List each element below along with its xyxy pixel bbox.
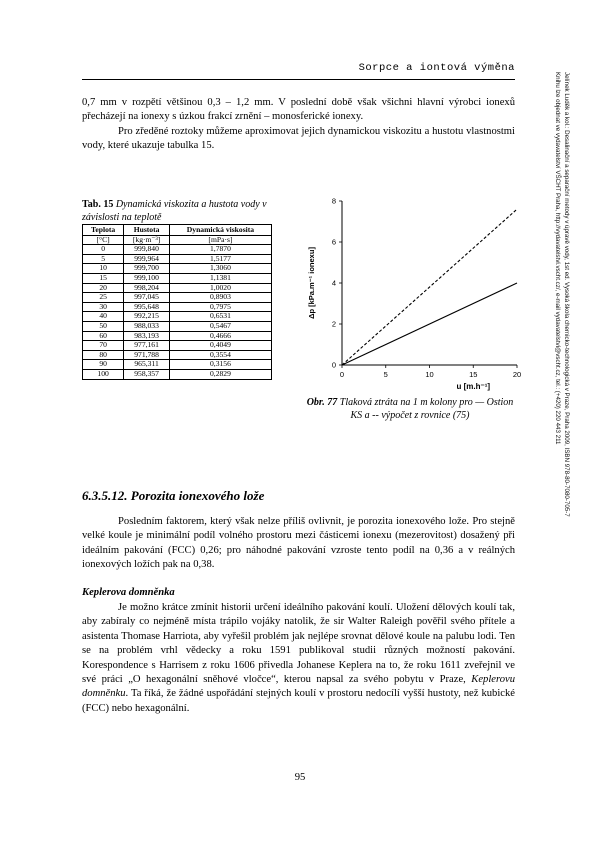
chart-axes xyxy=(332,197,521,380)
table-cell: 0,4666 xyxy=(169,331,271,341)
table-body xyxy=(83,245,272,379)
table-cell: 1,5177 xyxy=(169,254,271,264)
table-header-cell: Teplota xyxy=(83,225,124,236)
table-cell: 40 xyxy=(83,312,124,322)
table-row xyxy=(83,264,272,274)
table-cell: 1,1381 xyxy=(169,273,271,283)
section-title: 6.3.5.12. Porozita ionexového lože xyxy=(82,488,265,503)
table-unit-cell: [°C] xyxy=(83,235,124,245)
sidebar-citation xyxy=(553,72,571,792)
table-cell: 20 xyxy=(83,283,124,293)
chart-y-tick-label: 2 xyxy=(331,319,336,329)
table-cell: 965,311 xyxy=(124,360,170,370)
intro-paragraph-1: 0,7 mm v rozpětí většinou 0,3 – 1,2 mm. V poslední době však všichni hlavní výrobci ionexů přecházejí na ionexy s úzkou frakcí zrnění – monosferické ionexy. xyxy=(82,97,515,123)
chart-y-tick-label: 8 xyxy=(331,196,336,206)
sidebar-line-1: Jelínek Luděk a kol.: Desalinační a separační metody v úpravě vody, 1st ed. Vysoká škola chemicko-technologická v Praze, Praha 2009, ISBN 978-80-7080-705-7 xyxy=(563,72,570,517)
table-row xyxy=(83,341,272,351)
table-cell: 958,357 xyxy=(124,369,170,379)
sidebar-line-2: Knihu lze objednat ve vydavatelství VŠCHT Praha, http://vydavatelstvi.vscht.cz/, e-mail vydavatelstvi@vscht.cz, tel.: (+420) 220 443 211 xyxy=(554,72,561,445)
table-cell: 999,700 xyxy=(124,264,170,274)
table-cell: 999,100 xyxy=(124,273,170,283)
table-cell: 0,5467 xyxy=(169,321,271,331)
figure-caption-label: Obr. 77 xyxy=(306,397,338,408)
table-header-cell: Hustota xyxy=(124,225,170,236)
table-cell: 999,964 xyxy=(124,254,170,264)
table-row xyxy=(83,350,272,360)
chart-x-tick-label: 5 xyxy=(383,370,388,379)
table-row xyxy=(83,369,272,379)
table-cell: 80 xyxy=(83,350,124,360)
intro-paragraph-2: Pro zředěné roztoky můžeme aproximovat jejich dynamickou viskozitu a hustotu vlastnostmi vody, které ukazuje tabulka 15. xyxy=(82,126,515,152)
table-row xyxy=(83,312,272,322)
kepler-text-italic: Keplerovu domněnku xyxy=(82,674,515,700)
pressure-drop-chart xyxy=(300,195,530,391)
running-header: Sorpce a iontová výměna xyxy=(358,62,515,74)
figure-caption xyxy=(300,396,520,422)
table-cell: 0,4049 xyxy=(169,341,271,351)
table-row xyxy=(83,293,272,303)
table-cell: 0,8903 xyxy=(169,293,271,303)
chart-y-tick-label: 4 xyxy=(331,278,336,288)
figure-caption-text: Tlaková ztráta na 1 m kolony pro — Ostion KS a -- výpočet z rovnice (75) xyxy=(339,397,514,421)
table-cell: 1,3060 xyxy=(169,264,271,274)
table-cell: 0 xyxy=(83,245,124,255)
table-cell: 995,648 xyxy=(124,302,170,312)
table-unit-cell: [mPa·s] xyxy=(169,235,271,245)
table-cell: 50 xyxy=(83,321,124,331)
table-caption-label: Tab. 15 xyxy=(82,199,114,210)
table-cell: 0,2829 xyxy=(169,369,271,379)
page-number: 95 xyxy=(294,772,306,783)
table-row xyxy=(83,360,272,370)
table-header-cell: Dynamická viskosita xyxy=(169,225,271,236)
table-row xyxy=(83,245,272,255)
kepler-paragraph xyxy=(82,601,515,716)
table-cell: 997,045 xyxy=(124,293,170,303)
viscosity-table xyxy=(82,224,272,380)
chart-y-tick-label: 6 xyxy=(331,237,336,247)
kepler-heading: Keplerova domněnka xyxy=(82,587,175,598)
table-caption-text: Dynamická viskozita a hustota vody v závislosti na teplotě xyxy=(82,199,267,223)
table-row xyxy=(83,254,272,264)
table-cell: 971,788 xyxy=(124,350,170,360)
chart-x-tick-label: 20 xyxy=(512,370,522,379)
table-cell: 0,7975 xyxy=(169,302,271,312)
table-cell: 70 xyxy=(83,341,124,351)
table-caption xyxy=(82,198,272,224)
table-row xyxy=(83,321,272,331)
chart-x-axis-label: u [m.h⁻¹] xyxy=(456,382,491,391)
table-cell: 100 xyxy=(83,369,124,379)
kepler-text-b: . Ta říká, že žádné uspořádání stejných koulí v prostoru nedocílí vyšší hustoty, než kubické (FCC) nebo hexagonální. xyxy=(82,688,515,714)
table-cell: 988,033 xyxy=(124,321,170,331)
table-units-row xyxy=(83,235,272,245)
header-rule xyxy=(82,79,515,80)
table-cell: 1,0020 xyxy=(169,283,271,293)
table-row xyxy=(83,273,272,283)
chart-y-tick-label: 0 xyxy=(331,360,336,370)
table-cell: 0,6531 xyxy=(169,312,271,322)
table-cell: 1,7870 xyxy=(169,245,271,255)
table-cell: 60 xyxy=(83,331,124,341)
kepler-text-a: Je možno krátce zmínit historii určení ideálního pakování koulí. Uložení dělových koulí tak, aby zabíraly co nejméně místa trápilo vojáky natolik, že sir Walter Raleigh pověřil svého přítele a asistenta Thomase Harriota, aby vyřešil problém jak nejlépe srovnat dělové koule na palubu lodi. Ten se na problém vrhl vědecky a roku 1591 publikoval studii různých možností pakování. Korespondence s Harrisem z roku 1606 přivedla Johanese Keplera na to, že roku 1611 zveřejnil ve své práci „O hexagonální sněhové vločce“, kterou napsal za svého pobytu v Praze, xyxy=(82,602,515,686)
chart-x-tick-label: 10 xyxy=(425,370,434,379)
table-cell: 25 xyxy=(83,293,124,303)
chart-x-tick-label: 0 xyxy=(339,370,345,379)
table-cell: 10 xyxy=(83,264,124,274)
table-cell: 998,204 xyxy=(124,283,170,293)
table-cell: 5 xyxy=(83,254,124,264)
table-unit-cell: [kg·m⁻³] xyxy=(124,235,170,245)
chart-series-line-solid xyxy=(342,283,517,365)
table-cell: 0,3554 xyxy=(169,350,271,360)
section-paragraph: Posledním faktorem, který však nelze příliš ovlivnit, je porozita ionexového lože. Pro stejně velké koule je minimální podíl volného prostoru mezi částicemi ionexu (mezerovitost) dosažený při ideálním pakování (FCC) 0,26; pro náhodné pakování vzroste tento podíl na 0,36 a v reálných ionexových ložích pak na 0,38. xyxy=(82,516,515,571)
chart-x-tick-label: 15 xyxy=(469,370,478,379)
chart-series-line-dashed xyxy=(342,209,517,365)
table-cell: 999,840 xyxy=(124,245,170,255)
table-cell: 90 xyxy=(83,360,124,370)
table-cell: 30 xyxy=(83,302,124,312)
chart-y-axis-label: Δp [kPa.m⁻¹ ionexu] xyxy=(307,247,316,319)
chart-series xyxy=(342,209,517,365)
table-cell: 15 xyxy=(83,273,124,283)
table-cell: 977,161 xyxy=(124,341,170,351)
table-row xyxy=(83,283,272,293)
table-cell: 983,193 xyxy=(124,331,170,341)
table-row xyxy=(83,331,272,341)
table-row xyxy=(83,302,272,312)
table-cell: 992,215 xyxy=(124,312,170,322)
table-cell: 0,3156 xyxy=(169,360,271,370)
table-header-row xyxy=(83,225,272,236)
